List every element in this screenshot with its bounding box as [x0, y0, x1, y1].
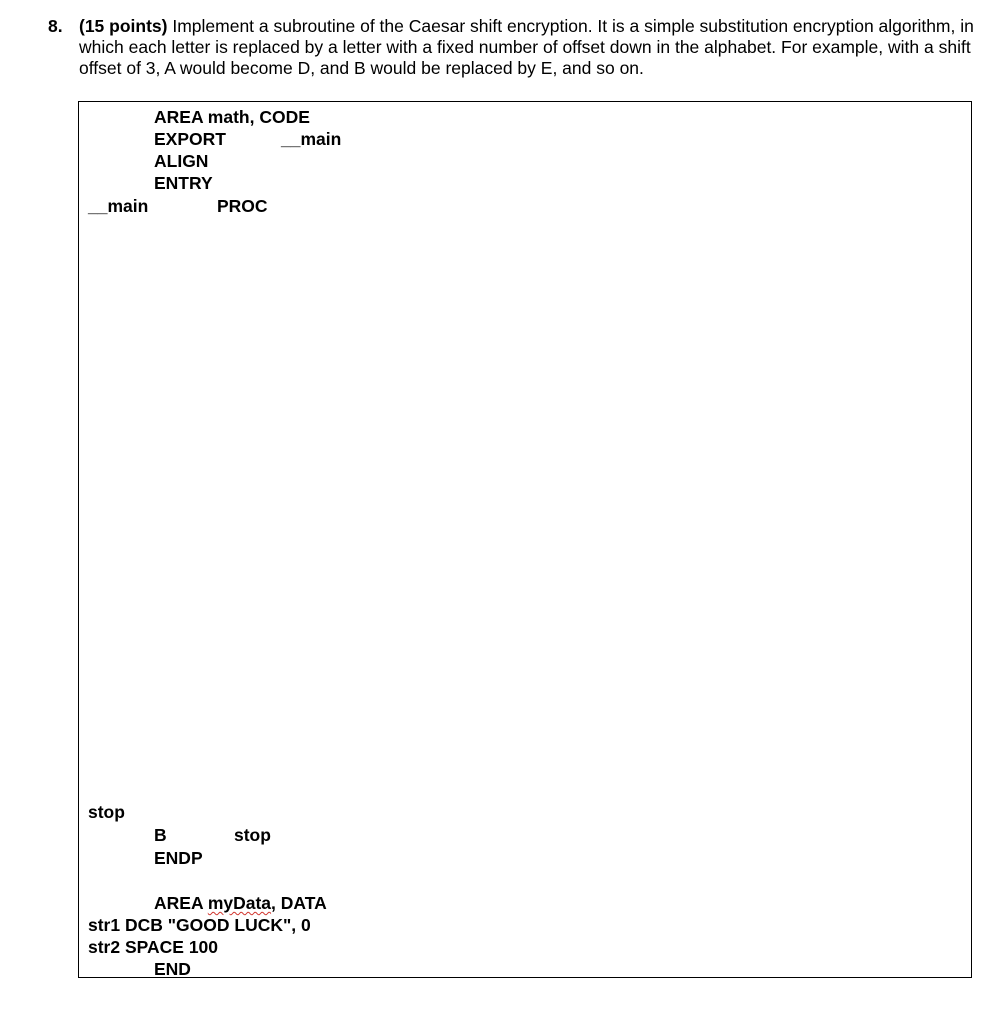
code-branch-target: stop: [234, 825, 271, 845]
code-proc: PROC: [217, 196, 268, 216]
code-align: ALIGN: [154, 151, 209, 171]
answer-box: [78, 101, 972, 978]
code-str1: str1 DCB "GOOD LUCK", 0: [88, 915, 311, 935]
code-entry: ENTRY: [154, 173, 213, 193]
question-number: 8.: [48, 16, 63, 36]
question-points: (15 points): [79, 16, 168, 36]
code-area-math: AREA math, CODE: [154, 107, 310, 127]
code-area-data-suffix: , DATA: [271, 893, 327, 913]
code-area-data: [154, 892, 327, 914]
code-area-data-name: myData: [207, 893, 272, 913]
question-body: Implement a subroutine of the Caesar shift encryption. It is a simple substitution encryption algorithm, in which each letter is replaced by a letter with a fixed number of offset down in the alphabet. For example, with a shift offset of 3, A would become D, and B would be replaced by E, and so on.: [79, 16, 974, 78]
code-endp: ENDP: [154, 848, 203, 868]
code-branch-op: B: [154, 825, 167, 845]
code-end: END: [154, 959, 191, 979]
question-text: [79, 16, 978, 79]
code-stop-label: stop: [88, 802, 125, 822]
code-str2: str2 SPACE 100: [88, 937, 219, 957]
code-area-data-prefix: AREA: [154, 893, 208, 913]
code-export-symbol: __main: [281, 129, 342, 149]
code-main-label: __main: [88, 196, 149, 216]
code-export-keyword: EXPORT: [154, 129, 226, 149]
question-8: [48, 16, 978, 79]
